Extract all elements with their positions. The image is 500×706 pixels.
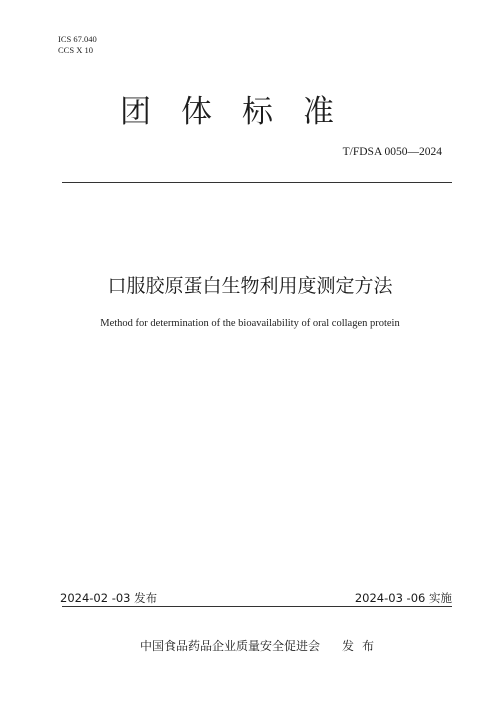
header-divider: [62, 182, 452, 183]
footer-divider: [62, 606, 452, 607]
publisher-line: [140, 637, 382, 654]
classification-codes: [58, 34, 97, 56]
document-title-english: Method for determination of the bioavailability of oral collagen protein: [100, 318, 400, 329]
publisher-name: 中国食品药品企业质量安全促进会: [140, 639, 321, 653]
ccs-code: CCS X 10: [58, 45, 93, 55]
document-title-chinese: 口服胶原蛋白生物利用度测定方法: [107, 275, 393, 297]
standard-number: T/FDSA 0050—2024: [342, 146, 442, 158]
implementation-date: 2024-03 -06 实施: [354, 591, 452, 605]
issue-date: 2024-02 -03 发布: [60, 591, 158, 605]
ics-code: ICS 67.040: [58, 34, 97, 44]
standard-type-heading: 团体标准: [120, 94, 364, 130]
publisher-label: 发布: [342, 639, 383, 653]
